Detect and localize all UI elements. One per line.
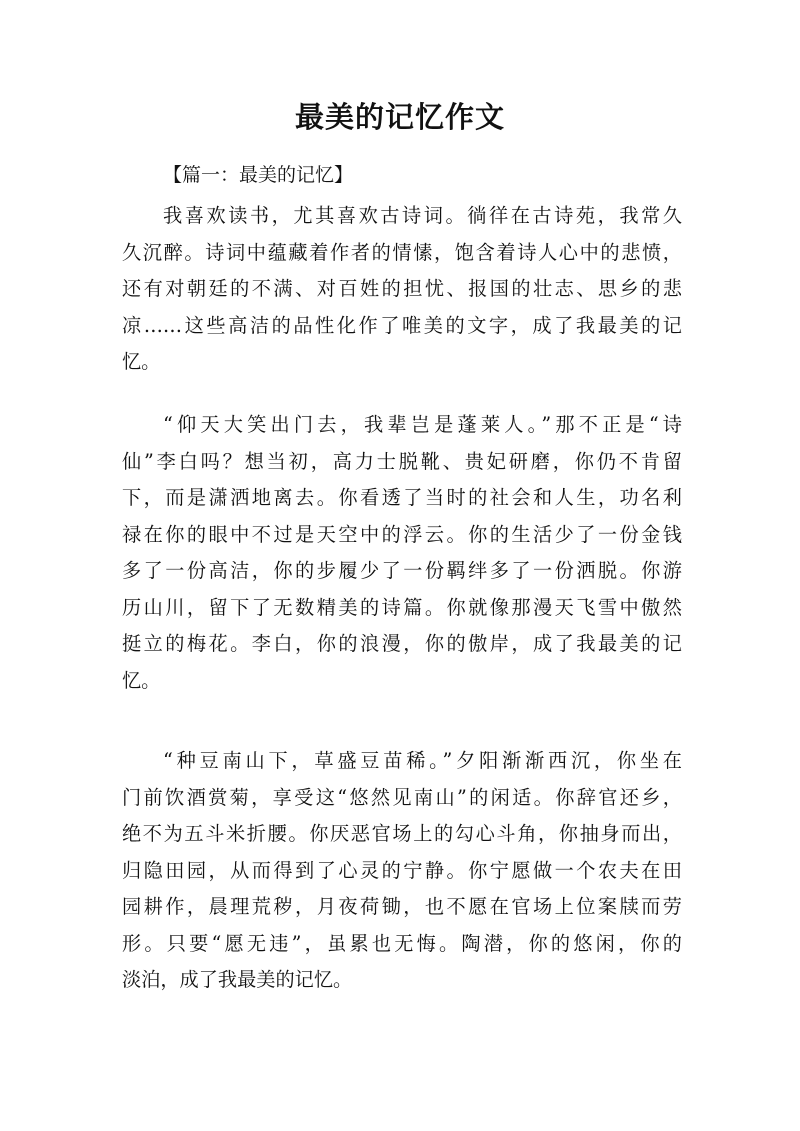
paragraph-line: 禄在你的眼中不过是天空中的浮云。你的生活少了一份金钱 <box>122 522 682 546</box>
paragraph-1 <box>122 198 682 381</box>
document-title: 最美的记忆作文 <box>294 100 505 134</box>
paragraph-line: 门前饮酒赏菊，享受这“悠然见南山”的闲适。你辞官还乡， <box>122 785 682 809</box>
paragraph-line: 忆。 <box>122 350 161 373</box>
paragraph-line: 忆。 <box>122 668 161 692</box>
paragraph-line: 凉……这些高洁的品性化作了唯美的文字，成了我最美的记 <box>122 313 682 337</box>
paragraph-line: 形。只要“愿无违”，虽累也无悔。陶潜，你的悠闲，你的 <box>122 931 682 955</box>
paragraph-line: 绝不为五斗米折腰。你厌恶官场上的勾心斗角，你抽身而出， <box>122 822 682 845</box>
section-heading: 【篇一：最美的记忆】 <box>163 164 354 186</box>
paragraph-line: 园耕作，晨理荒秽，月夜荷锄，也不愿在官场上位案牍而劳 <box>122 895 682 918</box>
paragraph-line: 久沉醉。诗词中蕴藏着作者的情愫，饱含着诗人心中的悲愤， <box>122 240 682 264</box>
paragraph-line: 归隐田园，从而得到了心灵的宁静。你宁愿做一个农夫在田 <box>122 858 682 882</box>
paragraph-line: “种豆南山下，草盛豆苗稀。”夕阳渐渐西沉，你坐在 <box>163 749 682 772</box>
paragraph-line: “仰天大笑出门去，我辈岂是蓬莱人。”那不正是“诗 <box>163 413 682 436</box>
paragraph-line: 多了一份高洁，你的步履少了一份羁绊多了一份洒脱。你游 <box>122 559 682 582</box>
paragraph-line: 我喜欢读书，尤其喜欢古诗词。徜徉在古诗苑，我常久 <box>163 204 682 227</box>
paragraph-line: 历山川，留下了无数精美的诗篇。你就像那漫天飞雪中傲然 <box>122 595 682 619</box>
paragraph-line: 淡泊，成了我最美的记忆。 <box>122 968 353 991</box>
paragraph-line: 还有对朝廷的不满、对百姓的担忧、报国的壮志、思乡的悲 <box>122 277 682 300</box>
paragraph-line: 挺立的梅花。李白，你的浪漫，你的傲岸，成了我最美的记 <box>122 632 682 655</box>
paragraph-3 <box>122 743 682 999</box>
paragraph-line: 下，而是潇洒地离去。你看透了当时的社会和人生，功名利 <box>122 486 682 509</box>
paragraph-2 <box>122 407 682 699</box>
paragraph-line: 仙”李白吗？想当初，高力士脱靴、贵妃研磨，你仍不肯留 <box>122 449 682 473</box>
